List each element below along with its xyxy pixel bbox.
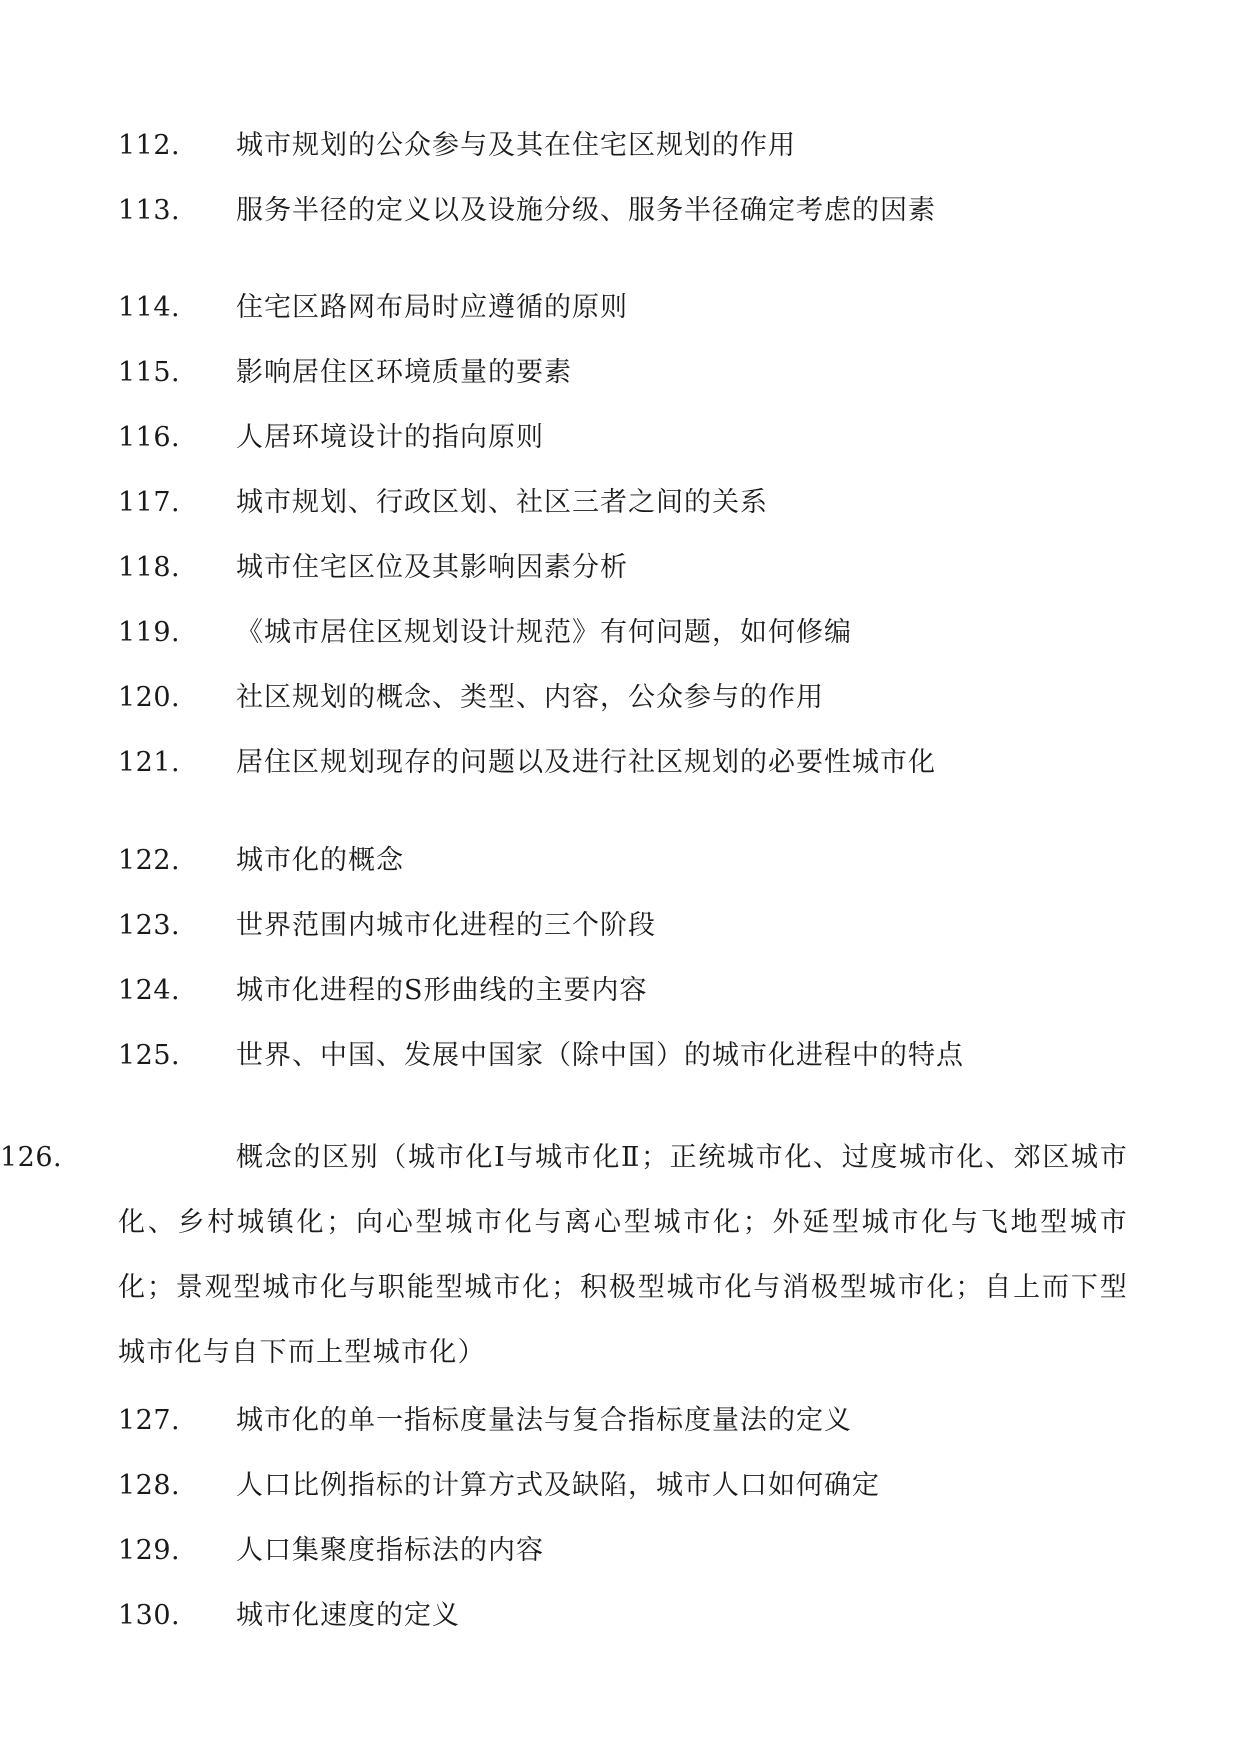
- item-text: 世界范围内城市化进程的三个阶段: [236, 910, 656, 941]
- item-number: 126.: [0, 1142, 63, 1173]
- item-number: 128.: [118, 1470, 181, 1501]
- list-item: [0, 283, 1241, 333]
- list-item: [0, 608, 1241, 658]
- item-number: 115.: [118, 357, 181, 388]
- item-text: 社区规划的概念、类型、内容，公众参与的作用: [236, 682, 824, 713]
- list-item: [0, 673, 1241, 723]
- item-text: 城市化的概念: [236, 845, 404, 876]
- list-item: [0, 413, 1241, 463]
- list-item: [0, 966, 1241, 1016]
- item-number: 123.: [118, 910, 181, 941]
- item-text: 《城市居住区规划设计规范》有何问题，如何修编: [236, 617, 852, 648]
- list-item: [0, 1396, 1241, 1446]
- item-number: 118.: [118, 552, 181, 583]
- item-number: 130.: [118, 1600, 181, 1631]
- item-text: 影响居住区环境质量的要素: [236, 357, 572, 388]
- list-item: [0, 901, 1241, 951]
- item-number: 113.: [118, 195, 181, 226]
- list-item: [0, 186, 1241, 236]
- item-text: 城市规划的公众参与及其在住宅区规划的作用: [236, 130, 796, 161]
- list-item: [0, 121, 1241, 171]
- item-number: 119.: [118, 617, 181, 648]
- item-text: 人口比例指标的计算方式及缺陷，城市人口如何确定: [236, 1470, 880, 1501]
- item-text: 人口集聚度指标法的内容: [236, 1535, 544, 1566]
- item-number: 114.: [118, 292, 181, 323]
- list-item: [0, 478, 1241, 528]
- list-item: [0, 1461, 1241, 1511]
- item-number: 117.: [118, 487, 181, 518]
- item-number: 121.: [118, 747, 181, 778]
- item-number: 129.: [118, 1535, 181, 1566]
- item-number: 122.: [118, 845, 181, 876]
- list-item: [0, 543, 1241, 593]
- item-text: 概念的区别（城市化Ⅰ与城市化Ⅱ；正统城市化、过度城市化、郊区城市化、乡村城镇化；向心型城市化与离心型城市化；外延型城市化与飞地型城市化；景观型城市化与职能型城市化；积极型城市化与消极型城市化；自上而下型城市化与自下而上型城市化）: [118, 1142, 1128, 1368]
- item-text: 人居环境设计的指向原则: [236, 422, 544, 453]
- item-text: 城市化进程的S形曲线的主要内容: [236, 975, 648, 1006]
- item-text: 城市化的单一指标度量法与复合指标度量法的定义: [236, 1405, 852, 1436]
- item-text: 居住区规划现存的问题以及进行社区规划的必要性城市化: [236, 747, 936, 778]
- item-text: 住宅区路网布局时应遵循的原则: [236, 292, 628, 323]
- item-number: 116.: [118, 422, 181, 453]
- list-item: [0, 1031, 1241, 1081]
- list-item: [0, 1591, 1241, 1641]
- item-number: 112.: [118, 130, 181, 161]
- item-number: 124.: [118, 975, 181, 1006]
- item-text: 城市化速度的定义: [236, 1600, 460, 1631]
- item-number: 127.: [118, 1405, 181, 1436]
- list-item: [0, 738, 1241, 788]
- item-text: 世界、中国、发展中国家（除中国）的城市化进程中的特点: [236, 1040, 964, 1071]
- list-item: [0, 1526, 1241, 1576]
- item-text: 城市住宅区位及其影响因素分析: [236, 552, 628, 583]
- item-number: 120.: [118, 682, 181, 713]
- item-text: 服务半径的定义以及设施分级、服务半径确定考虑的因素: [236, 195, 936, 226]
- list-item-paragraph: [0, 1125, 1128, 1385]
- list-item: [0, 348, 1241, 398]
- item-text: 城市规划、行政区划、社区三者之间的关系: [236, 487, 768, 518]
- list-item: [0, 836, 1241, 886]
- item-number: 125.: [118, 1040, 181, 1071]
